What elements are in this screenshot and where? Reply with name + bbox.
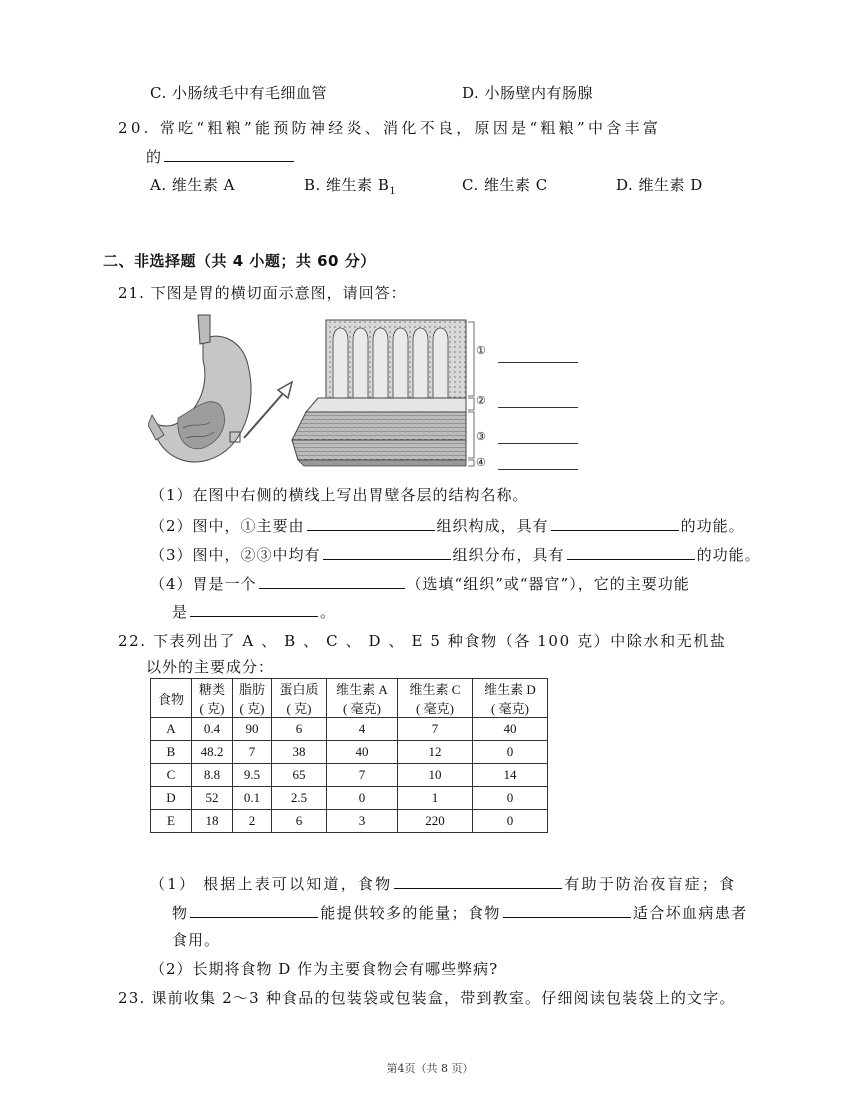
food-composition-table — [150, 678, 548, 833]
q22-sub1-line2: 物 能提供较多的能量；食物 适合坏血病患者 — [172, 901, 748, 923]
table-header-cell: 脂肪 ( 克) — [233, 679, 272, 718]
layer-label-1: ① — [476, 344, 486, 357]
stomach-cross-section-figure — [148, 310, 580, 472]
layer-answer-line-2 — [498, 407, 578, 408]
q22-sub1: （1） 根据上表可以知道，食物 有助于防治夜盲症；食 — [150, 872, 736, 894]
q23-stem: 23. 课前收集 2～3 种食品的包装袋或包装盒，带到教室。仔细阅读包装袋上的文字。 — [118, 989, 736, 1007]
table-row: A 0.4 90 6 4 7 40 — [151, 718, 548, 741]
stomach-illustration — [148, 315, 251, 462]
page-number: 第4页（共 8 页） — [386, 1062, 474, 1075]
table-row: D 52 0.1 2.5 0 1 0 — [151, 787, 548, 810]
table-header-cell: 维生素 D ( 毫克) — [473, 679, 548, 718]
layer-answer-line-4 — [498, 469, 578, 470]
q21-sub2: （2）图中，①主要由 组织构成，具有 的功能。 — [150, 514, 745, 536]
q20-option-a: A. 维生素 A — [150, 176, 235, 194]
table-header-row — [151, 679, 548, 718]
q20-blank — [164, 145, 294, 162]
table-header-cell: 维生素 A ( 毫克) — [327, 679, 398, 718]
q19-option-c: C. 小肠绒毛中有毛细血管 — [150, 84, 327, 102]
table-header-cell: 糖类 ( 克) — [192, 679, 233, 718]
q21-sub4: （4）胃是一个 （选填“组织”或“器官”），它的主要功能 — [150, 572, 690, 594]
q21-sub1: （1）在图中右侧的横线上写出胃壁各层的结构名称。 — [150, 486, 529, 504]
q21-sub4-line2: 是 。 — [172, 600, 336, 622]
layer-label-2: ② — [476, 394, 486, 407]
q22-stem: 22. 下表列出了 A 、 B 、 C 、 D 、 E 5 种食物（各 100 克）中除水和无机盐 — [118, 632, 727, 650]
layer-answer-line-1 — [498, 362, 578, 363]
q20-stem: 20. 常吃“粗粮”能预防神经炎、消化不良，原因是“粗粮”中含丰富 — [118, 119, 662, 137]
layer-label-4: ④ — [476, 456, 486, 469]
q22-stem-line2: 以外的主要成分： — [146, 658, 275, 676]
table-row: B 48.2 7 38 40 12 0 — [151, 741, 548, 764]
table-header-cell: 维生素 C ( 毫克) — [398, 679, 473, 718]
stomach-wall-layers — [292, 320, 474, 466]
q21-stem: 21. 下图是胃的横切面示意图，请回答： — [118, 284, 407, 302]
q20-stem-line2: 的 — [146, 145, 296, 167]
table-header-cell: 蛋白质 ( 克) — [272, 679, 327, 718]
layer-label-3: ③ — [476, 430, 486, 443]
q21-sub3: （3）图中，②③中均有 组织分布，具有 的功能。 — [150, 543, 761, 565]
q19-option-d: D. 小肠壁内有肠腺 — [462, 84, 594, 102]
q22-sub2: （2）长期将食物 D 作为主要食物会有哪些弊病? — [150, 960, 499, 978]
table-row: C 8.8 9.5 65 7 10 14 — [151, 764, 548, 787]
section-title: 二、非选择题（共 4 小题；共 60 分） — [103, 252, 376, 270]
q22-sub1-line3: 食用。 — [172, 931, 221, 949]
q20-option-d: D. 维生素 D — [616, 176, 703, 194]
table-row: E 18 2 6 3 220 0 — [151, 810, 548, 833]
layer-answer-line-3 — [498, 443, 578, 444]
table-header-cell: 食物 — [151, 679, 192, 718]
q20-option-c: C. 维生素 C — [462, 176, 548, 194]
q20-option-b: B. 维生素 $B_1$ — [304, 176, 397, 197]
